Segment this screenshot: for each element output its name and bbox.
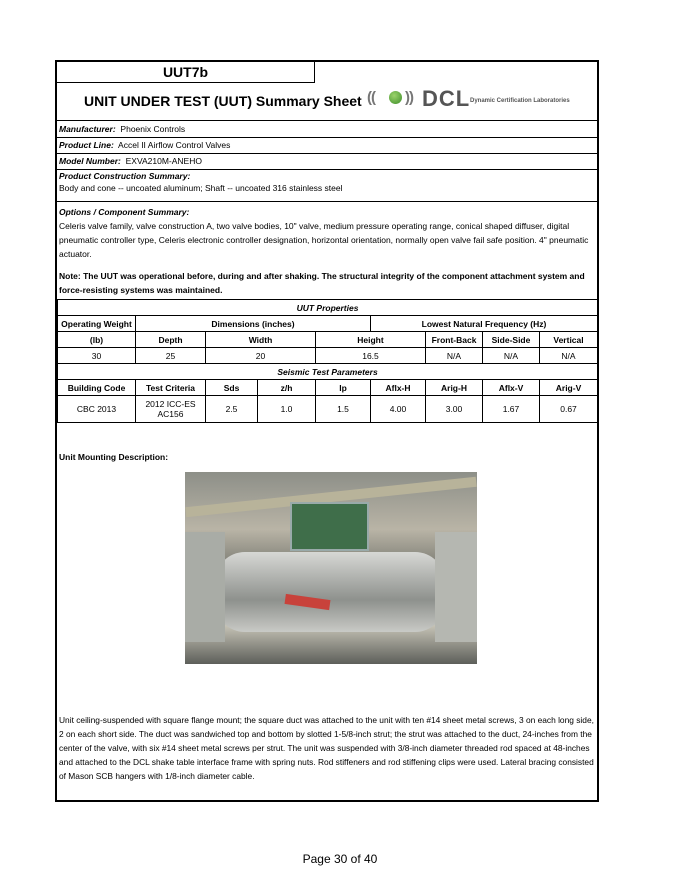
divider xyxy=(57,137,597,138)
test-criteria-value xyxy=(136,396,206,423)
note-text: Note: The UUT was operational before, during and after shaking. The structural integrity of the component attachment system and force-resisting systems was maintained. xyxy=(59,271,585,295)
construction-value: Body and cone -- uncoated aluminum; Shaft -- uncoated 316 stainless steel xyxy=(59,183,343,193)
operating-weight-label: Operating Weight xyxy=(58,316,136,332)
seismic-header: Aflx-H xyxy=(371,380,426,396)
col-side-side: Side-Side xyxy=(483,332,540,348)
model-label: Model Number: xyxy=(59,156,121,166)
signal-waves-icon: (( xyxy=(367,89,375,106)
seismic-header: Test Criteria xyxy=(136,380,206,396)
col-front-back: Front-Back xyxy=(426,332,483,348)
dcl-logo xyxy=(367,87,597,113)
side-side-value: N/A xyxy=(483,348,540,364)
criteria-line-2: AC156 xyxy=(157,409,184,419)
divider xyxy=(57,120,597,121)
width-value: 20 xyxy=(206,348,316,364)
controller-board xyxy=(290,502,369,551)
green-dot-icon xyxy=(389,91,402,104)
arig-h-value: 3.00 xyxy=(426,396,483,423)
options-row xyxy=(59,205,595,261)
mounting-label: Unit Mounting Description: xyxy=(59,452,169,462)
sds-value: 2.5 xyxy=(206,396,258,423)
options-label: Options / Component Summary: xyxy=(59,207,190,217)
manufacturer-label: Manufacturer: xyxy=(59,124,116,134)
col-width: Width xyxy=(206,332,316,348)
model-row xyxy=(59,156,202,166)
construction-label: Product Construction Summary: xyxy=(59,171,191,181)
options-value: Celeris valve family, valve construction A, two valve bodies, 10" valve, medium pressure operating range, conical shaped diffuser, digital pneumatic controller type, Celeris electronic controller designation, horizontal orientation, normally open valve fail safe position. 4" pneumatic actuator. xyxy=(59,221,589,259)
depth-value: 25 xyxy=(136,348,206,364)
aflx-v-value: 1.67 xyxy=(483,396,540,423)
duct-left xyxy=(185,532,225,642)
seismic-header: Sds xyxy=(206,380,258,396)
logo-text: DCL xyxy=(422,86,471,111)
arig-v-value: 0.67 xyxy=(540,396,598,423)
product-line-row xyxy=(59,140,230,150)
mounting-description: Unit ceiling-suspended with square flange mount; the square duct was attached to the unit with ten #14 sheet metal screws, 3 on each long side, 2 on each short side. The duct was sandwiched top and bottom by slotted 1-5/8-inch strut; the strut was attached to the duct, 24-inches from the center of the valve, with six #14 sheet metal screws per strut. The unit was suspended with 3/8-inch diameter threaded rod spaced at 48-inches and attached to the DCL shake table interface frame with spring nuts. Rod stiffeners and rod stiffening clips were used. Lateral bracing consisted of Mason SCB hangers with 1/8-inch diameter cable. xyxy=(59,715,594,781)
building-code-value: CBC 2013 xyxy=(58,396,136,423)
manufacturer-value: Phoenix Controls xyxy=(120,124,186,134)
product-line-value: Accel II Airflow Control Valves xyxy=(118,140,231,150)
criteria-line-1: 2012 ICC-ES xyxy=(145,399,196,409)
col-height: Height xyxy=(316,332,426,348)
uut-properties-table xyxy=(57,299,598,423)
construction-row xyxy=(59,171,343,193)
logo-subtext: Dynamic Certification Laboratories xyxy=(470,98,570,104)
manufacturer-row xyxy=(59,124,185,134)
weight-value: 30 xyxy=(58,348,136,364)
frequency-label: Lowest Natural Frequency (Hz) xyxy=(371,316,598,332)
seismic-header: Ip xyxy=(316,380,371,396)
duct-right xyxy=(435,532,477,642)
operating-weight-unit: (lb) xyxy=(58,332,136,348)
vertical-value: N/A xyxy=(540,348,598,364)
divider xyxy=(57,153,597,154)
product-line-label: Product Line: xyxy=(59,140,114,150)
valve-body xyxy=(215,552,445,632)
summary-sheet xyxy=(55,60,599,802)
signal-waves-icon: )) xyxy=(405,89,413,106)
height-value: 16.5 xyxy=(316,348,426,364)
aflx-h-value: 4.00 xyxy=(371,396,426,423)
uut-properties-title: UUT Properties xyxy=(58,300,598,316)
page-number: Page 30 of 40 xyxy=(302,852,378,866)
ip-value: 1.5 xyxy=(316,396,371,423)
col-depth: Depth xyxy=(136,332,206,348)
seismic-header: Building Code xyxy=(58,380,136,396)
seismic-header: z/h xyxy=(258,380,316,396)
seismic-header: Arig-V xyxy=(540,380,598,396)
dimensions-label: Dimensions (inches) xyxy=(136,316,371,332)
seismic-title: Seismic Test Parameters xyxy=(58,364,598,380)
col-vertical: Vertical xyxy=(540,332,598,348)
zh-value: 1.0 xyxy=(258,396,316,423)
divider xyxy=(57,169,597,170)
front-back-value: N/A xyxy=(426,348,483,364)
unit-mounting-photo xyxy=(185,472,477,664)
divider xyxy=(57,201,597,202)
model-value: EXVA210M-ANEHO xyxy=(125,156,202,166)
page-title: UNIT UNDER TEST (UUT) Summary Sheet xyxy=(84,93,362,109)
uut-id: UUT7b xyxy=(57,62,315,83)
seismic-header: Arig-H xyxy=(426,380,483,396)
seismic-header: Aflx-V xyxy=(483,380,540,396)
